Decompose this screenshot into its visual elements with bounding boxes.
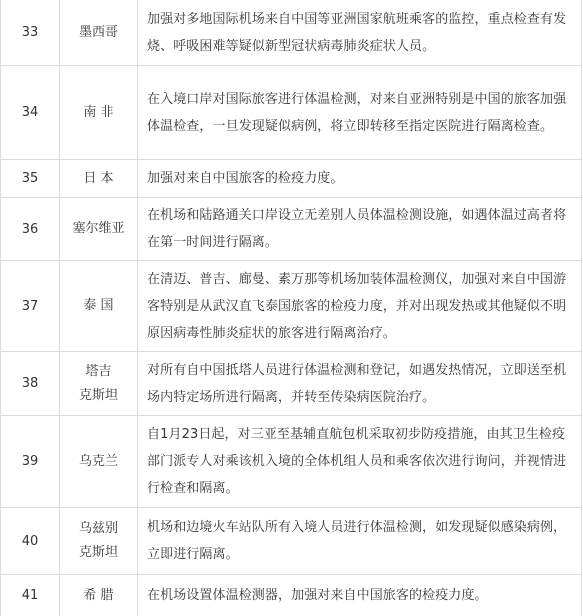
table-row (1, 416, 581, 508)
country-name: 塔吉 克斯坦 (60, 352, 138, 415)
table-row (1, 352, 581, 416)
table-row (1, 261, 581, 352)
row-number: 36 (1, 198, 60, 260)
row-number: 35 (1, 160, 60, 197)
row-number: 33 (1, 0, 60, 65)
country-name: 日 本 (60, 160, 138, 197)
table-row (1, 575, 581, 616)
row-number: 34 (1, 66, 60, 159)
table-row (1, 0, 581, 66)
row-number: 37 (1, 261, 60, 351)
measure-description: 加强对多地国际机场来自中国等亚洲国家航班乘客的监控，重点检查有发烧、呼吸困难等疑似新型冠状病毒肺炎症状人员。 (147, 11, 567, 54)
country-name: 希 腊 (60, 575, 138, 616)
measure-description: 在入境口岸对国际旅客进行体温检测，对来自亚洲特别是中国的旅客加强体温检查，一旦发现疑似病例，将立即转移至指定医院进行隔离检查。 (147, 91, 567, 134)
measure-description: 对所有自中国抵塔人员进行体温检测和登记，如遇发热情况，立即送至机场内特定场所进行隔离，并转至传染病医院治疗。 (147, 362, 567, 405)
table-row (1, 198, 581, 261)
table-row (1, 160, 581, 198)
table-row (1, 508, 581, 575)
row-number: 40 (1, 508, 60, 574)
country-name: 墨西哥 (60, 0, 138, 65)
measure-description: 自1月23日起，对三亚至基辅直航包机采取初步防疫措施，由其卫生检疫部门派专人对乘该机入境的全体机组人员和乘客依次进行询问，并视情进行检查和隔离。 (147, 427, 567, 496)
measure-description: 加强对来自中国旅客的检疫力度。 (147, 171, 344, 186)
country-name: 塞尔维亚 (60, 198, 138, 260)
country-name: 乌兹别 克斯坦 (60, 508, 138, 574)
row-number: 41 (1, 575, 60, 616)
measure-description: 在清迈、普吉、廊曼、素万那等机场加装体温检测仪，加强对来自中国游客特别是从武汉直飞泰国旅客的检疫力度，并对出现发热或其他疑似不明原因病毒性肺炎症状的旅客进行隔离治疗。 (147, 271, 567, 341)
measure-description: 在机场设置体温检测器，加强对来自中国旅客的检疫力度。 (147, 588, 488, 603)
country-name: 南 非 (60, 66, 138, 159)
row-number: 38 (1, 352, 60, 415)
country-name: 泰 国 (60, 261, 138, 351)
country-name: 乌克兰 (60, 416, 138, 507)
row-number: 39 (1, 416, 60, 507)
measure-description: 在机场和陆路通关口岸设立无差别人员体温检测设施，如遇体温过高者将在第一时间进行隔离。 (147, 208, 567, 250)
measure-description: 机场和边境火车站队所有入境人员进行体温检测，如发现疑似感染病例，立即进行隔离。 (147, 520, 567, 562)
table-row (1, 66, 581, 160)
